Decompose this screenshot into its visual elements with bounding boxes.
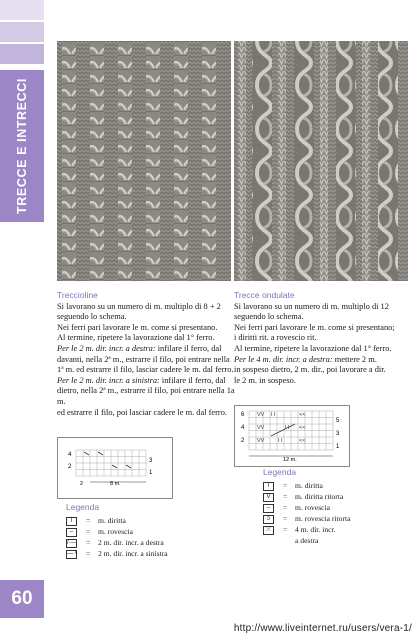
swatch-photo-treccioline [57,41,231,281]
chart-row-label: 3 [149,458,153,464]
legend-item: – = m. rovescia [263,502,350,513]
watermark-url: http://www.liveinternet.ru/users/vera-1/ [233,623,412,634]
instruction-line: Si lavorano su un numero di m. multiplo di 12 [234,301,389,311]
legend-item: ↄ = m. rovescia ritorta [263,513,350,524]
chart-repeat-label: 12 m. [283,457,297,463]
svg-text:I I: I I [285,425,290,431]
svg-text:VV: VV [257,425,265,431]
legend-item: —·\ = 2 m. dir. incr. a sinistra [67,549,168,558]
legend-label: m. diritta [295,481,323,490]
chart-row-label: 3 [336,431,340,437]
stitch-chart-right [234,405,350,467]
chart-row-label: 4 [68,452,72,458]
chart-row-label: 4 [241,425,245,431]
instruction-lines [57,302,235,419]
svg-text:<<: << [299,438,306,444]
sidebar [0,0,44,638]
legend-label: m. diritta ritorta [295,492,344,501]
pattern-description-left [57,290,235,418]
stitch-symbol-icon: I [263,482,274,491]
section-tab [0,70,44,222]
legend-left [66,502,168,559]
legend-label: m. rovescia [295,503,331,512]
instruction-line: le 2 m. in sospeso. [234,375,296,385]
legend-items [66,515,168,559]
chart-row-label: 1 [336,444,340,450]
legend-title: Legenda [263,467,297,477]
pattern-title: Trecce ondulate [234,290,295,300]
instruction-line: Si lavorano su un numero di m. multiplo di 8 + 2 [57,301,221,311]
pattern-title: Treccioline [57,290,98,300]
sidebar-stripe [0,0,44,20]
section-title: TRECCE E INTRECCI [15,78,29,214]
sidebar-stripe [0,22,44,42]
instruction-line: Per le 4 m. dir. incr. a destra: mettere 2 m. [234,354,377,364]
legend-label: 2 m. dir. incr. a sinistra [98,549,168,558]
instruction-line: dietro, nella 2ª m., estrarre il filo, poi entrare nella 1a m. [57,386,235,406]
legend-item: I = m. diritta [66,515,168,526]
chart-row-label: 6 [241,412,245,418]
chart-row-label: 2 [241,438,245,444]
stitch-symbol-icon: – [66,528,77,537]
instruction-line: Nei ferri pari lavorare le m. come si presentano. [57,322,218,332]
legend-right [263,467,350,546]
svg-text:VV: VV [257,412,265,418]
svg-text:I I: I I [271,412,276,418]
legend-label: 4 m. dir. incr. [295,525,336,534]
legend-item: – = m. rovescia [66,526,168,537]
stitch-symbol-icon: /·— [67,540,77,546]
instruction-line: davanti, nella 2ª m., estrarre il filo, poi entrare nella [57,354,230,364]
stitch-symbol-icon: V [263,493,274,502]
sidebar-stripe [0,44,44,64]
legend-label: m. rovescia ritorta [295,514,351,523]
stitch-symbol-icon: – [263,504,274,513]
instruction-line: seguendo lo schema. [57,312,127,322]
swatch-photo-trecce-ondulate [234,41,408,281]
pattern-description-right [234,290,412,386]
instruction-line: Al termine, ripetere la lavorazione dal 1° ferro. [57,333,215,343]
instruction-line: Al termine, ripetere la lavorazione dal 1° ferro. [234,343,392,353]
legend-item: V = m. diritta ritorta [263,491,350,502]
chart-repeat-label: 8 m. [110,481,121,487]
svg-text:VV: VV [257,438,265,444]
instruction-line: Per le 2 m. dir. incr. a sinistra: infilare il ferro, dal [57,375,226,385]
legend-item: ⤫ = 4 m. dir. incr. [263,524,350,535]
legend-item: I = m. diritta [263,480,350,491]
legend-title: Legenda [66,502,100,512]
legend-label: m. rovescia [98,527,134,536]
stitch-symbol-icon: ⤫ [263,526,274,535]
stitch-symbol-icon: ↄ [263,515,274,524]
chart-extra-label: 2 [80,481,84,487]
legend-item [263,535,350,546]
page-number-box [0,580,44,618]
legend-items [263,480,350,546]
instruction-line: seguendo lo schema. [234,312,304,322]
instruction-line: ed estrarre il filo, poi lasciar cadere le m. dal ferro. [57,407,227,417]
instruction-line: Per le 2 m. dir. incr. a destra: infilare il ferro, dal [57,343,222,353]
svg-text:<<: << [299,412,306,418]
legend-label: a destra [295,536,319,545]
chart-row-label: 5 [336,418,340,424]
chart-row-label: 1 [149,470,153,476]
legend-label: m. diritta [98,516,126,525]
page-number: 60 [11,588,33,609]
instruction-line: 1ª m. ed estrarre il filo, lasciar cadere le m. dal ferro. [57,365,234,375]
instruction-line: in sospeso dietro, 2 m. dir., poi lavorare a dir. [234,365,386,375]
instruction-lines [234,302,412,387]
stitch-symbol-icon: —·\ [67,551,77,557]
svg-text:<<: << [299,425,306,431]
legend-item: /·— = 2 m. dir. incr. a destra [67,538,164,547]
instruction-line: i diritti rit. a rovescio rit. [234,333,317,343]
svg-text:I I: I I [278,438,283,444]
stitch-chart-left [57,437,173,499]
chart-row-label: 2 [68,464,72,470]
instruction-line: Nei ferri pari lavorare le m. come si presentano; [234,322,395,332]
stitch-symbol-icon: I [66,517,77,526]
legend-label: 2 m. dir. incr. a destra [98,538,164,547]
